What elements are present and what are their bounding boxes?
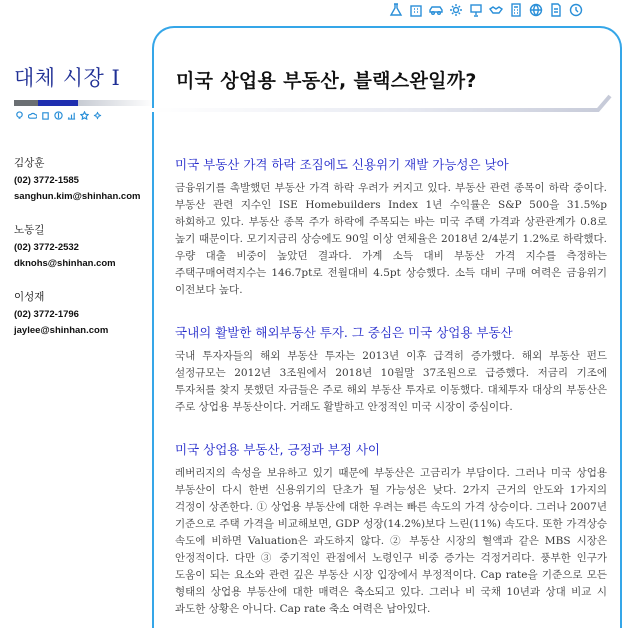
document-icon — [548, 2, 564, 18]
analyst-entry — [14, 289, 144, 336]
section-title: 대체 시장 I — [14, 66, 121, 90]
section-title-bar — [14, 100, 154, 106]
analyst-email[interactable]: dknohs@shinhan.com — [14, 258, 116, 269]
section-paragraph: 국내 투자자들의 해외 부동산 투자는 2013년 이후 급격히 증가했다. 해외 부동산 펀드 설정규모는 2012년 3조원에서 2018년 10월말 37조원으로 급증했다. 저금리 기조에 투자처를 찾지 못했던 자금들은 주로 해외 부동산 투자로 이동했다. 대체투자 대상의 부동산은 주로 상업용 부동산이다. 거래도 활발하고 안정적인 미국 시장이 중심이다. — [175, 350, 607, 413]
analyst-phone: (02) 3772-2532 — [14, 242, 79, 253]
gear-icon — [448, 2, 464, 18]
left-icon-strip — [14, 110, 102, 120]
analyst-phone: (02) 3772-1796 — [14, 309, 79, 320]
analyst-name: 이성재 — [14, 291, 45, 303]
analyst-entry — [14, 222, 144, 269]
page-headline: 미국 상업용 부동산, 블랙스완일까? — [176, 70, 477, 92]
analyst-email[interactable]: sanghun.kim@shinhan.com — [14, 191, 141, 202]
handshake-icon — [488, 2, 504, 18]
analyst-phone: (02) 3772-1585 — [14, 175, 79, 186]
dollar-icon — [53, 110, 63, 120]
section-heading: 국내의 활발한 해외부동산 투자. 그 중심은 미국 상업용 부동산 — [175, 325, 513, 340]
compass-icon — [568, 2, 584, 18]
headline-underline — [152, 93, 612, 113]
section-paragraph: 레버리지의 속성을 보유하고 있기 때문에 부동산은 고금리가 부담이다. 그러나 미국 상업용 부동산이 다시 한번 신용위기의 단초가 될 가능성은 낮다. 2가지 근거의 안도와 1가지의 걱정이 상존한다. ① 상업용 부동산에 대한 우려는 빠른 속도의 가격 상승이다. 그러나 2007년 기준으로 주택 가격을 비교해보면, GDP 성장(14.2%)보다 느린(11%) 속도다. 또한 가격상승 속도에 비하면 Valuation은 과도하지 않다. ② 부동산 시장의 혈액과 같은 MBS 시장은 안정적이다. 다만 ③ 중기적인 관점에서 노령인구 비중 증가는 걱정거리다. 풍부한 인구가 도움이 되는 요소와 관련 깊은 부동산 시장 입장에서 부정적이다. Cap rate을 기준으로 모든 형태의 상업용 부동산에 대한 매력은 축소되고 있다. 그러나 비 국채 10년과 상대 비교 시 과도한 상황은 아니다. Cap rate 축소 여력은 남아있다. — [175, 467, 607, 615]
analyst-list — [14, 155, 144, 356]
top-icon-strip — [388, 2, 584, 18]
chart-icon — [66, 110, 76, 120]
star-icon — [79, 110, 89, 120]
gear-icon — [92, 110, 102, 120]
analyst-name: 김상훈 — [14, 157, 45, 169]
cloud-icon — [27, 110, 37, 120]
car-icon — [428, 2, 444, 18]
bulb-icon — [14, 110, 24, 120]
article-body — [175, 155, 607, 642]
presentation-icon — [468, 2, 484, 18]
flask-icon — [388, 2, 404, 18]
analyst-entry — [14, 155, 144, 202]
building-icon — [408, 2, 424, 18]
analyst-email[interactable]: jaylee@shinhan.com — [14, 325, 109, 336]
calculator-icon — [508, 2, 524, 18]
analyst-name: 노동길 — [14, 224, 45, 236]
section-heading: 미국 상업용 부동산, 긍정과 부정 사이 — [175, 442, 380, 457]
section-paragraph: 금융위기를 촉발했던 부동산 가격 하락 우려가 커지고 있다. 부동산 관련 종목이 하락 중이다. 부동산 관련 지수인 ISE Homebuilders Index 1년 수익률은 S&P 500을 31.5%p 하회하고 있다. 부동산 종목 주가 하락에 주목되는 바는 미국 주택 가격과 상관관계가 0.8로 높기 때문이다. 모기지금리 상승에도 90일 이상 연체율은 2018년 2/4분기 1.2%로 하락했다. 우량 대출 비중이 높았던 결과다. 가계 소득 대비 부동산 가격 지수를 측정하는 주택구매여력지수는 146.7pt로 전월대비 4.5pt 상승했다. 소득 대비 구매 여력은 금융위기 이전보다 높다. — [175, 182, 607, 296]
section-heading: 미국 부동산 가격 하락 조짐에도 신용위기 재발 가능성은 낮아 — [175, 157, 509, 172]
globe-icon — [528, 2, 544, 18]
building-icon — [40, 110, 50, 120]
